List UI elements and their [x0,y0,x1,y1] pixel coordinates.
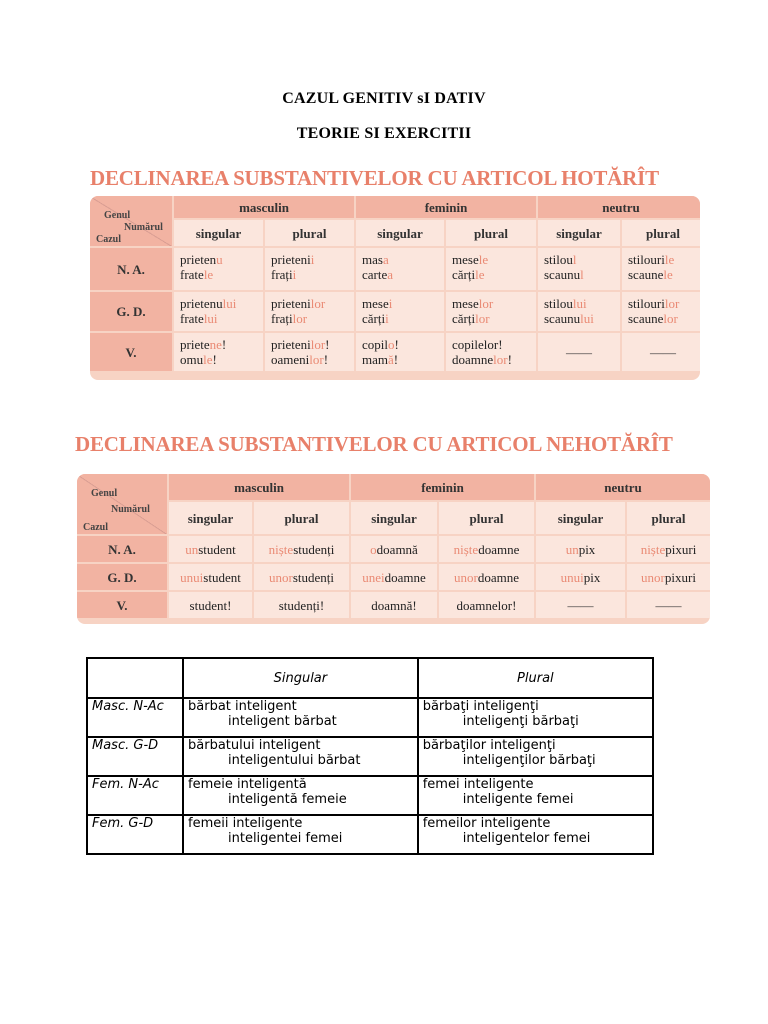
word-form [271,252,354,267]
empty-dash: —— [567,597,594,613]
noun-form: doamne [477,569,519,585]
indefinite-article: un [565,541,579,557]
noun-adjective-order: femei inteligente [422,777,534,792]
document-subtitle: TEORIE SI EXERCITII [296,125,472,142]
adjective-noun-order: inteligentei femei [228,831,343,846]
word-form [271,296,354,311]
genul-label: Genul [104,210,131,221]
noun-adjective-order: femeie inteligentă [188,777,307,792]
article-ending: i [292,267,297,282]
punctuation: ! [212,352,217,367]
indefinite-article: un [185,541,199,557]
number-header-singular: singular [356,220,444,246]
number-header-singular: singular [351,502,437,534]
indefinite-article: unor [641,569,665,585]
article-ending: lor [309,352,324,367]
table-cell [254,536,349,562]
table-cell [351,536,437,562]
word-form [628,252,700,267]
table-cell [169,592,252,618]
article-ending: lui [203,311,218,326]
table-cell [622,292,700,331]
table-row [87,776,653,815]
word-stem: copil [362,337,388,352]
table-cell [254,592,349,618]
word-stem: mese [452,296,479,311]
indefinite-declension-table [77,474,710,624]
indefinite-article: o [370,541,377,557]
article-ending: i [310,252,315,267]
word-stem: stilouri [628,296,665,311]
article-ending: a [387,267,394,282]
table-cell [446,248,536,290]
number-header-plural: plural [439,502,534,534]
table-cell [536,592,625,618]
noun-form: student! [189,597,232,613]
table-header-row [87,658,653,698]
indefinite-article: niște [268,541,294,557]
row-label: Fem. G-D [87,815,183,854]
word-form [628,267,700,282]
noun-form: doamnelor! [456,597,517,613]
gender-header-masculin: masculin [169,474,349,500]
article-ending: le [478,252,489,267]
table-cell [356,333,444,371]
table-cell [351,592,437,618]
number-header-singular: singular [538,220,620,246]
case-label: N. A. [90,248,172,290]
word-form [362,337,444,352]
word-form [452,311,536,326]
plural-header: Plural [418,658,653,698]
word-form [271,311,354,326]
noun-form: doamnă [376,541,418,557]
punctuation: ! [394,337,399,352]
word-form [452,296,536,311]
article-ending: lui [580,311,594,326]
corner-diagonal [90,196,172,246]
definite-article-heading: DECLINAREA SUBSTANTIVELOR CU ARTICOL HOTĂRÎT [90,166,659,190]
table-row [87,815,653,854]
gender-header-neutru: neutru [538,196,700,218]
noun-form: pixuri [664,569,696,585]
table-row [87,737,653,776]
article-ending: i [388,296,393,311]
word-stem: scaunu [544,267,581,282]
case-label: V. [77,592,167,618]
word-stem: prieteni [271,337,311,352]
table-cell [439,564,534,590]
plural-cell [418,815,653,854]
noun-adjective-order: femeii inteligente [188,816,303,831]
article-ending: ne [209,337,222,352]
word-form [362,252,444,267]
number-header-plural: plural [622,220,700,246]
article-ending: i [385,311,389,326]
noun-adjective-order: bărbaţi inteligenţi [422,699,539,714]
indefinite-article: unor [268,569,293,585]
number-header-singular: singular [174,220,263,246]
table-cell [536,564,625,590]
article-ending: lor [478,296,494,311]
word-form [452,337,536,352]
word-form [544,252,620,267]
adjective-noun-order: inteligenţi bărbaţi [462,714,579,729]
adjective-noun-order: inteligentului bărbat [228,753,361,768]
number-header-plural: plural [265,220,354,246]
table-cell [351,564,437,590]
word-stem: mam [362,352,388,367]
article-ending: o [388,337,395,352]
plural-cell [418,698,653,737]
adjective-noun-order: inteligentelor femei [462,831,591,846]
article-ending: l [580,267,584,282]
word-stem: mas [362,252,383,267]
word-form [544,296,620,311]
number-header-plural: plural [627,502,710,534]
number-header-singular: singular [169,502,252,534]
table-cell [265,248,354,290]
noun-form: doamne [478,541,520,557]
article-ending: le [203,267,214,282]
article-ending: ă [388,352,394,367]
table-cell [356,292,444,331]
word-stem: stilouri [628,252,665,267]
empty-dash: —— [655,597,682,613]
table-cell [174,333,263,371]
article-ending: lor [292,311,308,326]
word-form [452,252,536,267]
singular-header: Singular [183,658,418,698]
gender-header-masculin: masculin [174,196,354,218]
corner-cell [77,474,167,534]
article-ending: lor [310,296,326,311]
indefinite-article: unui [560,569,584,585]
gender-header-feminin: feminin [351,474,534,500]
adjective-noun-order: inteligent bărbat [228,714,337,729]
table-cell [174,292,263,331]
word-stem: scaune [628,267,664,282]
table-cell [439,592,534,618]
word-stem: scaunu [544,311,581,326]
word-form [180,311,263,326]
noun-adjective-order: bărbatului inteligent [188,738,321,753]
number-header-plural: plural [254,502,349,534]
word-form [180,267,263,282]
word-form [452,267,536,282]
noun-form: pixuri [665,541,697,557]
table-cell [265,333,354,371]
word-form [271,352,354,367]
numarul-label: Numărul [111,504,150,515]
punctuation: ! [221,337,227,352]
article-ending: lor [475,311,490,326]
article-ending: lui [222,296,237,311]
adjective-noun-order: inteligente femei [462,792,574,807]
table-cell [622,333,700,371]
word-stem: prieteni [271,296,311,311]
word-form [544,267,620,282]
noun-form: doamnă! [371,597,417,613]
word-stem: carte [362,267,388,282]
noun-form: student [203,569,241,585]
word-form [271,337,354,352]
word-stem: scaune [628,311,664,326]
noun-adjective-order: bărbat inteligent [188,699,297,714]
article-ending: lor [663,311,678,326]
singular-cell [183,737,418,776]
noun-form: studenți [293,541,335,557]
cazul-label: Cazul [96,234,121,245]
indefinite-article: niște [453,541,479,557]
cazul-label: Cazul [83,522,108,533]
table-cell [538,292,620,331]
word-form [362,352,444,367]
word-form [628,296,700,311]
singular-cell [183,815,418,854]
word-stem: oameni [271,352,310,367]
word-stem: omu [180,352,204,367]
empty-dash: —— [650,344,676,360]
empty-header-cell [87,658,183,698]
case-label: N. A. [77,536,167,562]
noun-form: pix [583,569,601,585]
word-form [628,311,700,326]
table-cell [169,536,252,562]
gender-header-feminin: feminin [356,196,536,218]
article-ending: le [475,267,485,282]
word-form [180,337,263,352]
word-stem: prietenu [180,296,223,311]
word-stem: frați [271,267,293,282]
word-stem: stilou [544,296,573,311]
adjective-agreement-table [86,657,654,855]
table-cell [536,536,625,562]
word-form [544,311,620,326]
word-stem: frați [271,311,293,326]
case-label: V. [90,333,172,371]
indefinite-article: unor [454,569,478,585]
gender-header-neutru: neutru [536,474,710,500]
word-stem: frate [180,311,204,326]
adjective-noun-order: inteligenţilor bărbaţi [462,753,596,768]
row-label: Masc. G-D [87,737,183,776]
noun-form: studenți [292,569,334,585]
indefinite-article: niște [640,541,666,557]
word-form [362,267,444,282]
corner-cell [90,196,172,246]
singular-cell [183,698,418,737]
table-cell [627,564,710,590]
word-stem: cărți [452,311,476,326]
article-ending: lor [493,352,508,367]
punctuation: ! [507,352,512,367]
corner-diagonal [77,474,167,534]
word-stem: cărți [362,311,386,326]
table-cell [356,248,444,290]
table-cell [446,333,536,371]
table-cell [174,248,263,290]
table-cell [169,564,252,590]
word-stem: priete [180,337,210,352]
word-form [180,296,263,311]
word-stem: stilou [544,252,573,267]
definite-declension-table [90,196,700,380]
word-stem: frate [180,267,204,282]
noun-form: student [198,541,236,557]
word-form [180,352,263,367]
article-ending: lor [664,296,680,311]
empty-dash: —— [566,344,592,360]
noun-adjective-order: bărbaţilor inteligenţi [422,738,556,753]
table-cell [446,292,536,331]
word-form [362,296,444,311]
word-stem: copilelor! [452,337,503,352]
table-cell [265,292,354,331]
indefinite-article: unei [362,569,385,585]
article-ending: le [663,267,673,282]
word-stem: doamne [452,352,494,367]
adjective-noun-order: inteligentă femeie [228,792,347,807]
table-cell [627,592,710,618]
plural-cell [418,776,653,815]
number-header-plural: plural [446,220,536,246]
table-row [87,698,653,737]
article-ending: lor [310,337,326,352]
singular-cell [183,776,418,815]
table-cell [627,536,710,562]
word-form [362,311,444,326]
noun-adjective-order: femeilor inteligente [422,816,551,831]
article-ending: le [203,352,213,367]
plural-cell [418,737,653,776]
word-stem: cărți [452,267,476,282]
indefinite-article: unui [180,569,204,585]
case-label: G. D. [90,292,172,331]
row-label: Masc. N-Ac [87,698,183,737]
article-ending: le [664,252,675,267]
punctuation: ! [393,352,399,367]
word-form [180,252,263,267]
article-ending: lui [572,296,587,311]
genul-label: Genul [91,488,118,499]
table-cell [538,333,620,371]
noun-form: studenți! [278,597,325,613]
punctuation: ! [325,337,330,352]
document-title: CAZUL GENITIV sI DATIV [282,90,486,107]
number-header-singular: singular [536,502,625,534]
noun-form: pix [578,541,596,557]
row-label: Fem. N-Ac [87,776,183,815]
word-stem: mese [452,252,479,267]
numarul-label: Numărul [124,222,163,233]
table-cell [254,564,349,590]
word-form [271,267,354,282]
article-ending: u [216,252,223,267]
punctuation: ! [323,352,329,367]
table-cell [538,248,620,290]
table-cell [439,536,534,562]
word-stem: mese [362,296,389,311]
article-ending: a [382,252,389,267]
word-form [452,352,536,367]
case-label: G. D. [77,564,167,590]
noun-form: doamne [384,569,426,585]
table-cell [622,248,700,290]
word-stem: prieten [180,252,217,267]
indefinite-article-heading: DECLINAREA SUBSTANTIVELOR CU ARTICOL NEHOTĂRÎT [75,432,673,456]
word-stem: prieteni [271,252,311,267]
article-ending: l [572,252,577,267]
